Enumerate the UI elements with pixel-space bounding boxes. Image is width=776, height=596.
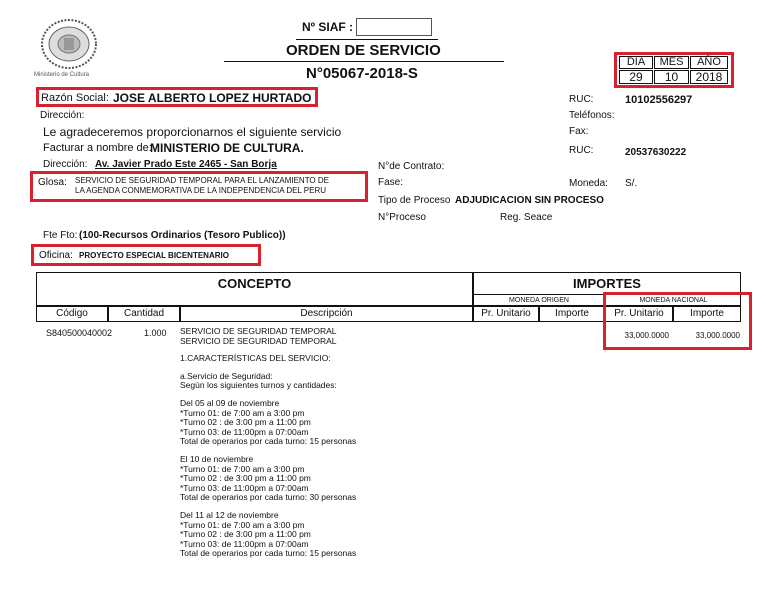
fte-fto-label: Fte Fto:: [43, 230, 78, 241]
ministry-seal-logo: [38, 18, 100, 74]
row-codigo: S840500040002: [46, 328, 113, 338]
glosa-label: Glosa:: [38, 177, 67, 188]
moneda-nacional-highlight: [603, 292, 752, 350]
description-line: El 10 de noviembre: [180, 453, 254, 464]
siaf-field: [356, 18, 432, 36]
description-line: 1.CARACTERÍSTICAS DEL SERVICIO:: [180, 353, 331, 364]
row-pu-nacional: 33,000.0000: [624, 331, 669, 340]
fase-label: Fase:: [378, 177, 404, 188]
title-rule: [224, 61, 504, 62]
logo-caption: Ministerio de Cultura: [34, 72, 90, 78]
description-line: Total de operarios por cada turno: 15 personas: [180, 548, 357, 559]
description-line: *Turno 01: de 7:00 am a 3:00 pm: [180, 407, 305, 418]
col-descripcion: Descripción: [180, 306, 473, 322]
importes-title: IMPORTES: [573, 276, 641, 291]
moneda-origen-label: MONEDA ORIGEN: [509, 297, 569, 304]
nproceso-label: N°Proceso: [378, 212, 426, 223]
row-importe-nacional: 33,000.0000: [695, 331, 740, 340]
moneda-nacional-label: MONEDA NACIONAL: [639, 297, 708, 304]
description-line: *Turno 03: de 11:00pm a 07:00am: [180, 482, 309, 493]
description-line: Total de operarios por cada turno: 15 personas: [180, 436, 357, 447]
col-pu-origen: Pr. Unitario: [473, 306, 539, 322]
description-line: *Turno 01: de 7:00 am a 3:00 pm: [180, 519, 305, 530]
oficina-value: PROYECTO ESPECIAL BICENTENARIO: [79, 251, 229, 260]
description-line: *Turno 02 : de 3:00 pm a 11:00 pm: [180, 473, 311, 484]
row-description: [180, 327, 472, 559]
tipo-proceso-value: ADJUDICACION SIN PROCESO: [455, 195, 604, 206]
reg-seace-label: Reg. Seace: [500, 212, 553, 223]
col-importe-nacional: Importe: [673, 306, 741, 322]
description-line: *Turno 03: de 11:00pm a 07:00am: [180, 538, 309, 549]
col-codigo: Código: [36, 306, 108, 322]
fte-fto-value: (100-Recursos Ordinarios (Tesoro Publico)): [79, 230, 286, 241]
description-line: Del 11 al 12 de noviembre: [180, 509, 279, 520]
facturar-value: MINISTERIO DE CULTURA.: [150, 141, 304, 155]
col-pu-nacional: Pr. Unitario: [605, 306, 673, 322]
col-importe-origen: Importe: [539, 306, 605, 322]
header-divider: [296, 39, 438, 40]
direccion-label: Dirección:: [40, 110, 85, 121]
service-request-text: Le agradeceremos proporcionarnos el siguiente servicio: [43, 125, 342, 139]
facturar-label: Facturar a nombre de:: [43, 142, 152, 154]
ruc2-label: RUC:: [569, 145, 594, 156]
description-line: *Turno 02 : de 3:00 pm a 11:00 pm: [180, 417, 311, 428]
description-line: Del 05 al 09 de noviembre: [180, 397, 280, 408]
ruc-label: RUC:: [569, 94, 594, 105]
direccion2-value: Av. Javier Prado Este 2465 - San Borja: [95, 159, 277, 170]
description-line: Según los siguientes turnos y cantidades:: [180, 380, 337, 391]
glosa-line-2: LA AGENDA CONMEMORATIVA DE LA INDEPENDENCIA DEL PERU: [75, 186, 327, 195]
year-label: AÑO: [690, 56, 728, 69]
razon-social-value: JOSE ALBERTO LOPEZ HURTADO: [113, 91, 312, 105]
year-value: 2018: [690, 70, 728, 84]
razon-social-label: Razón Social:: [41, 92, 109, 104]
oficina-label: Oficina:: [39, 250, 73, 261]
moneda-value: S/.: [625, 178, 638, 189]
moneda-label: Moneda:: [569, 178, 608, 189]
month-value: 10: [654, 70, 689, 84]
day-value: 29: [619, 70, 653, 84]
row-cantidad: 1.000: [144, 328, 167, 338]
description-line: *Turno 01: de 7:00 am a 3:00 pm: [180, 463, 305, 474]
direccion2-label: Dirección:: [43, 159, 88, 170]
concepto-title: CONCEPTO: [217, 276, 292, 291]
description-line: *Turno 02 : de 3:00 pm a 11:00 pm: [180, 529, 311, 540]
month-label: MES: [654, 56, 689, 69]
glosa-line-1: SERVICIO DE SEGURIDAD TEMPORAL PARA EL LANZAMIENTO DE: [75, 176, 329, 185]
contrato-label: N°de Contrato:: [378, 161, 445, 172]
description-line: *Turno 03: de 11:00pm a 07:00am: [180, 426, 309, 437]
ruc-value: 10102556297: [625, 94, 693, 106]
ruc2-value: 20537630222: [625, 147, 687, 158]
tipo-proceso-label: Tipo de Proceso: [378, 195, 451, 206]
description-line: SERVICIO DE SEGURIDAD TEMPORAL: [180, 326, 337, 336]
day-label: DIA: [619, 56, 653, 69]
document-title: ORDEN DE SERVICIO: [286, 42, 441, 59]
description-line: SERVICIO DE SEGURIDAD TEMPORAL: [180, 335, 337, 346]
siaf-label: Nº SIAF :: [302, 20, 354, 34]
telefonos-label: Teléfonos:: [569, 110, 615, 121]
order-number: N°05067-2018-S: [306, 65, 418, 82]
description-line: a.Servicio de Seguridad:: [180, 370, 273, 381]
col-cantidad: Cantidad: [108, 306, 180, 322]
description-line: Total de operarios por cada turno: 30 personas: [180, 492, 357, 503]
fax-label: Fax:: [569, 126, 589, 137]
